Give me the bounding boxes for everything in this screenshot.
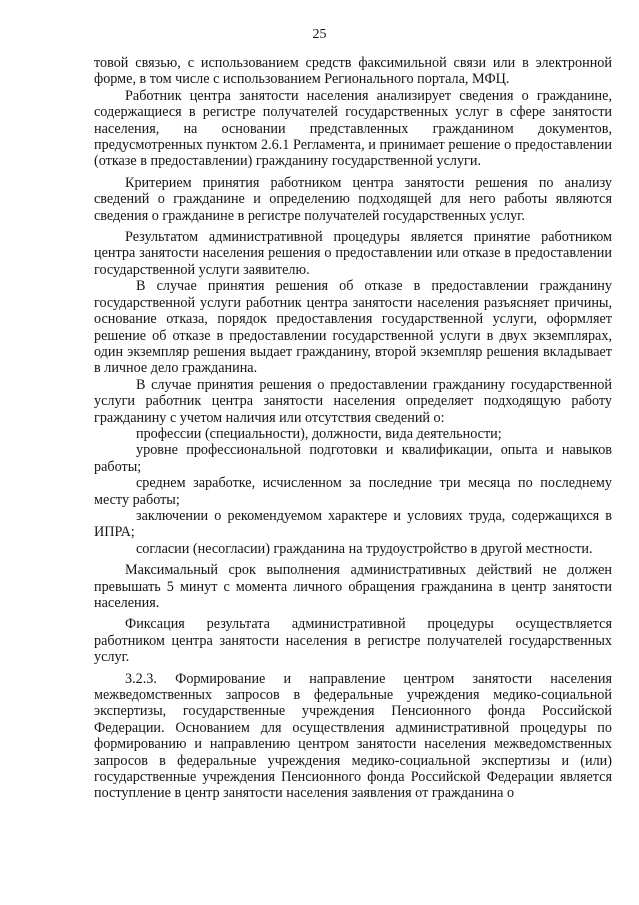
paragraph: Результатом административной процедуры является принятие работником центра занятости населения решения о предоставлении или отказе в предоставлении государственной услуги заявителю. [94,229,612,278]
paragraph: Фиксация результата административной процедуры осуществляется работником центра занятости населения в регистре получателей государственных услуг. [94,616,612,666]
list-item: среднем заработке, исчисленном за последние три месяца по последнему месту работы; [94,475,612,508]
paragraph: В случае принятия решения о предоставлении гражданину государственной услуги работник центра занятости населения определяет подходящую работу гражданину с учетом наличия или отсутствия сведений о: [94,376,612,426]
list-item: согласии (несогласии) гражданина на трудоустройство в другой местности. [136,540,593,557]
paragraph: Работник центра занятости населения анализирует сведения о гражданине, содержащиеся в регистре получателей государственных услуг в сфере занятости населения, на основании представленных гражданином документов, предусмотренных пунктом 2.6.1 Регламента, и принимает решение о предоставлении (отказе в предоставлении) гражданину государственной услуги. [94,87,612,170]
section-paragraph: 3.2.3. Формирование и направление центром занятости населения межведомственных запросов в федеральные учреждения медико-социальной экспертизы, государственные учреждения Пенсионного фонда Российской Федерации. Основанием для осуществления административной процедуры по формированию и направлению центром занятости населения межведомственных запросов в федеральные учреждения медико-социальной экспертизы и (или) государственные учреждения Пенсионного фонда Российской Федерации является поступление в центр занятости населения заявления от гражданина о [94,670,612,802]
document-body [94,55,612,802]
paragraph: Максимальный срок выполнения административных действий не должен превышать 5 минут с момента личного обращения гражданина в центр занятости населения. [94,562,612,611]
list-item: заключении о рекомендуемом характере и условиях труда, содержащихся в ИПРА; [94,507,612,541]
paragraph: Критерием принятия работником центра занятости решения по анализу сведений о гражданине и определению подходящей для него работы являются сведения о гражданине в регистре получателей государственных услуг. [94,174,612,224]
paragraph: В случае принятия решения об отказе в предоставлении гражданину государственной услуги работник центра занятости населения разъясняет причины, основание отказа, порядок предоставления государственной услуги, оформляет решение об отказе в предоставлении государственной услуги в двух экземплярах, один экземпляр решения выдает гражданину, второй экземпляр решения вкладывает в личное дело гражданина. [94,278,612,377]
list-item: профессии (специальности), должности, вида деятельности; [136,425,502,442]
list-item: уровне профессиональной подготовки и квалификации, опыта и навыков работы; [94,442,612,475]
paragraph: товой связью, с использованием средств факсимильной связи или в электронной форме, в том числе с использованием Регионального портала, МФЦ. [94,55,612,88]
page-number: 25 [312,27,327,42]
